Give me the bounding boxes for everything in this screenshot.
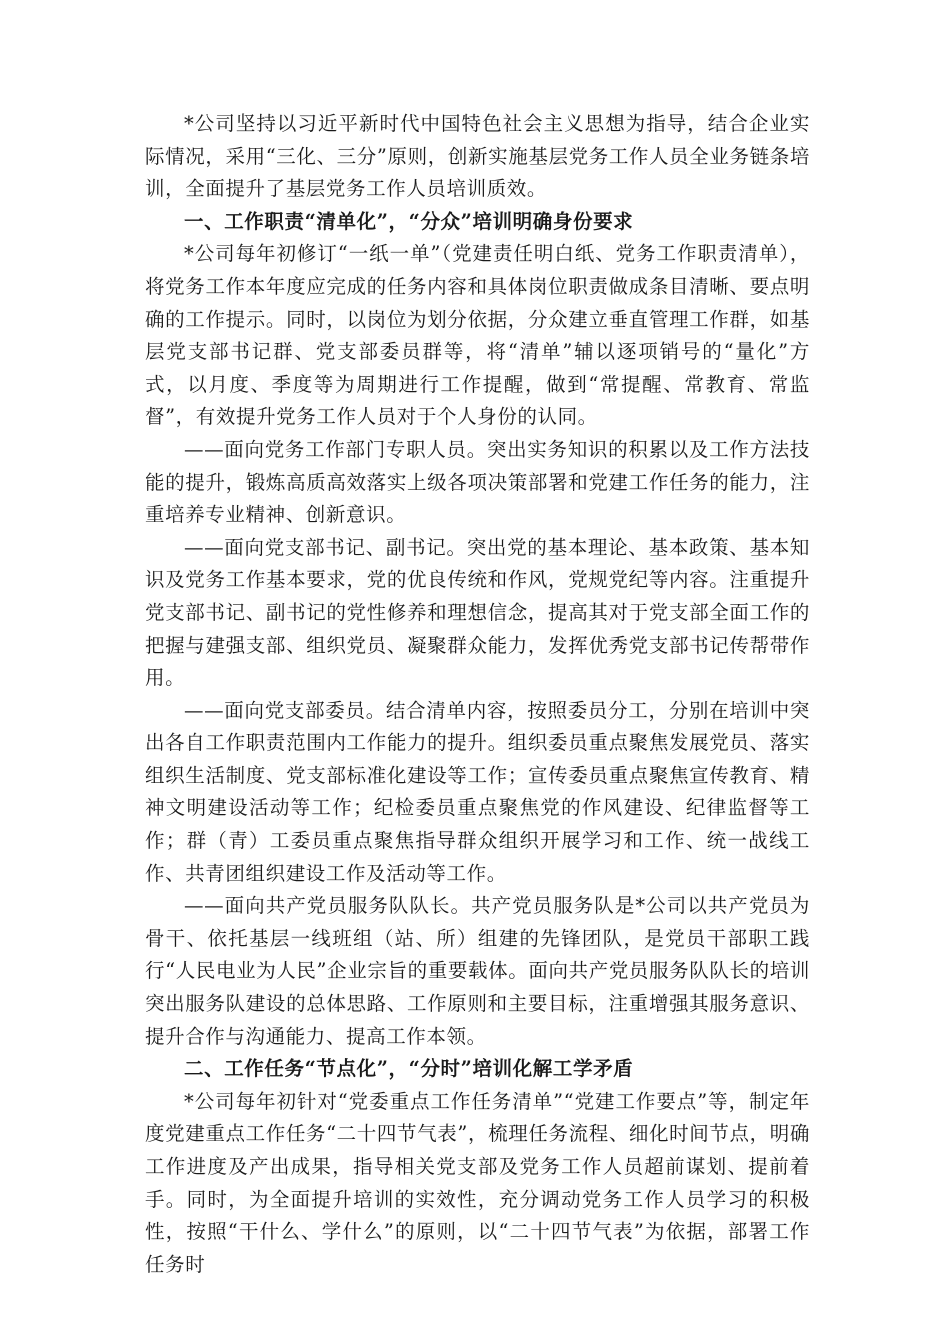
- section-heading-2: 二、工作任务“节点化”，“分时”培训化解工学矛盾: [184, 1057, 634, 1081]
- intro-paragraph: *公司坚持以习近平新时代中国特色社会主义思想为指导，结合企业实际情况，采用“三化、三分”原则，创新实施基层党务工作人员全业务链条培训，全面提升了基层党务工作人员培训质效。: [145, 112, 810, 201]
- body-paragraph: ——面向党务工作部门专职人员。突出实务知识的积累以及工作方法技能的提升，锻炼高质高效落实上级各项决策部署和党建工作任务的能力，注重培养专业精神、创新意识。: [145, 437, 810, 527]
- body-paragraph: ——面向党支部书记、副书记。突出党的基本理论、基本政策、基本知识及党务工作基本要求，党的优良传统和作风，党规党纪等内容。注重提升党支部书记、副书记的党性修养和理想信念，提高其对于党支部全面工作的把握与建强支部、组织党员、凝聚群众能力，发挥优秀党支部书记传帮带作用。: [145, 535, 810, 690]
- body-paragraph: ——面向共产党员服务队队长。共产党员服务队是*公司以共产党员为骨干、依托基层一线班组（站、所）组建的先锋团队，是党员干部职工践行“人民电业为人民”企业宗旨的重要载体。面向共产党员服务队队长的培训突出服务队建设的总体思路、工作原则和主要目标，注重增强其服务意识、提升合作与沟通能力、提高工作本领。: [145, 894, 810, 1048]
- body-paragraph: *公司每年初针对“党委重点工作任务清单”“党建工作要点”等，制定年度党建重点工作任务“二十四节气表”，梳理任务流程、细化时间节点，明确工作进度及产出成果，指导相关党支部及党务工作人员超前谋划、提前着手。同时，为全面提升培训的实效性，充分调动党务工作人员学习的积极性，按照“干什么、学什么”的原则，以“二十四节气表”为依据，部署工作任务时: [145, 1089, 810, 1276]
- section-heading-1: 一、工作职责“清单化”，“分众”培训明确身份要求: [184, 209, 634, 233]
- document-page: [145, 108, 810, 1281]
- body-paragraph: *公司每年初修订“一纸一单”（党建责任明白纸、党务工作职责清单），将党务工作本年度应完成的任务内容和具体岗位职责做成条目清晰、要点明确的工作提示。同时，以岗位为划分依据，分众建立垂直管理工作群，如基层党支部书记群、党支部委员群等，将“清单”辅以逐项销号的“量化”方式，以月度、季度等为周期进行工作提醒，做到“常提醒、常教育、常监督”，有效提升党务工作人员对于个人身份的认同。: [145, 242, 810, 429]
- body-paragraph: ——面向党支部委员。结合清单内容，按照委员分工，分别在培训中突出各自工作职责范围内工作能力的提升。组织委员重点聚焦发展党员、落实组织生活制度、党支部标准化建设等工作；宣传委员重点聚焦宣传教育、精神文明建设活动等工作；纪检委员重点聚焦党的作风建设、纪律监督等工作；群（青）工委员重点聚焦指导群众组织开展学习和工作、统一战线工作、共青团组织建设工作及活动等工作。: [145, 698, 810, 885]
